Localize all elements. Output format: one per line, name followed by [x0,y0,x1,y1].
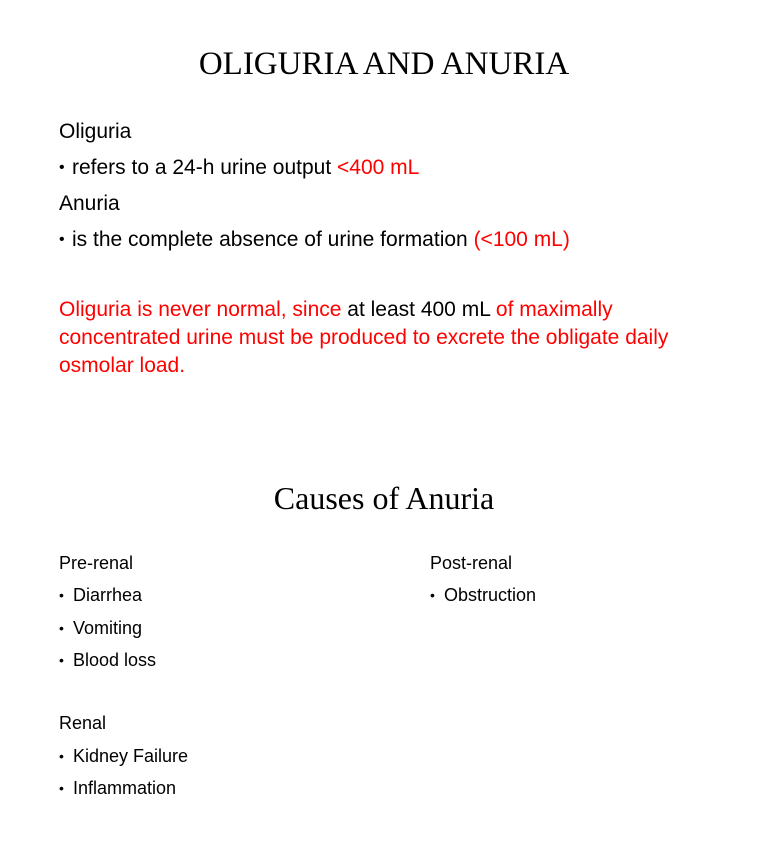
page-title-oliguria-anuria: OLIGURIA AND ANURIA [198,46,570,82]
oliguria-threshold-value: <400 mL [337,156,420,179]
anuria-heading: Anuria [59,192,120,215]
anuria-definition [59,226,570,254]
bullet-icon: • [59,652,64,668]
list-item-obstruction [430,583,536,607]
list-item-label: Inflammation [73,778,177,798]
oliguria-definition-text: refers to a 24-h urine output [72,156,337,179]
list-item-label: Vomiting [73,618,143,638]
bullet-icon: • [59,587,64,603]
anuria-definition-text: is the complete absence of urine formation [72,228,474,251]
oliguria-note-part2: at least 400 mL [347,298,491,321]
list-item-label: Obstruction [444,585,537,605]
oliguria-note [59,296,719,380]
list-item-diarrhea [59,583,142,607]
postrenal-heading: Post-renal [430,553,513,573]
bullet-icon: • [59,159,65,176]
renal-heading: Renal [59,713,107,733]
bullet-icon: • [59,231,65,248]
oliguria-note-part1: Oliguria is never normal, since [59,298,348,321]
list-item-kidney-failure [59,744,188,768]
list-item-inflammation [59,776,176,800]
oliguria-note-part3: of maximally concentrated urine must be produced to excrete the obligate daily osmolar load. [59,298,669,377]
bullet-icon: • [59,620,64,636]
prerenal-heading: Pre-renal [59,553,134,573]
bullet-icon: • [430,587,435,603]
list-item-label: Blood loss [73,650,157,670]
bullet-icon: • [59,780,64,796]
anuria-threshold-value: (<100 mL) [473,228,570,251]
bullet-icon: • [59,748,64,764]
list-item-label: Kidney Failure [73,746,189,766]
list-item-blood-loss [59,648,156,672]
oliguria-heading: Oliguria [59,120,132,143]
list-item-label: Diarrhea [73,585,143,605]
list-item-vomiting [59,616,142,640]
causes-of-anuria-title: Causes of Anuria [273,480,495,516]
oliguria-definition [59,154,419,182]
